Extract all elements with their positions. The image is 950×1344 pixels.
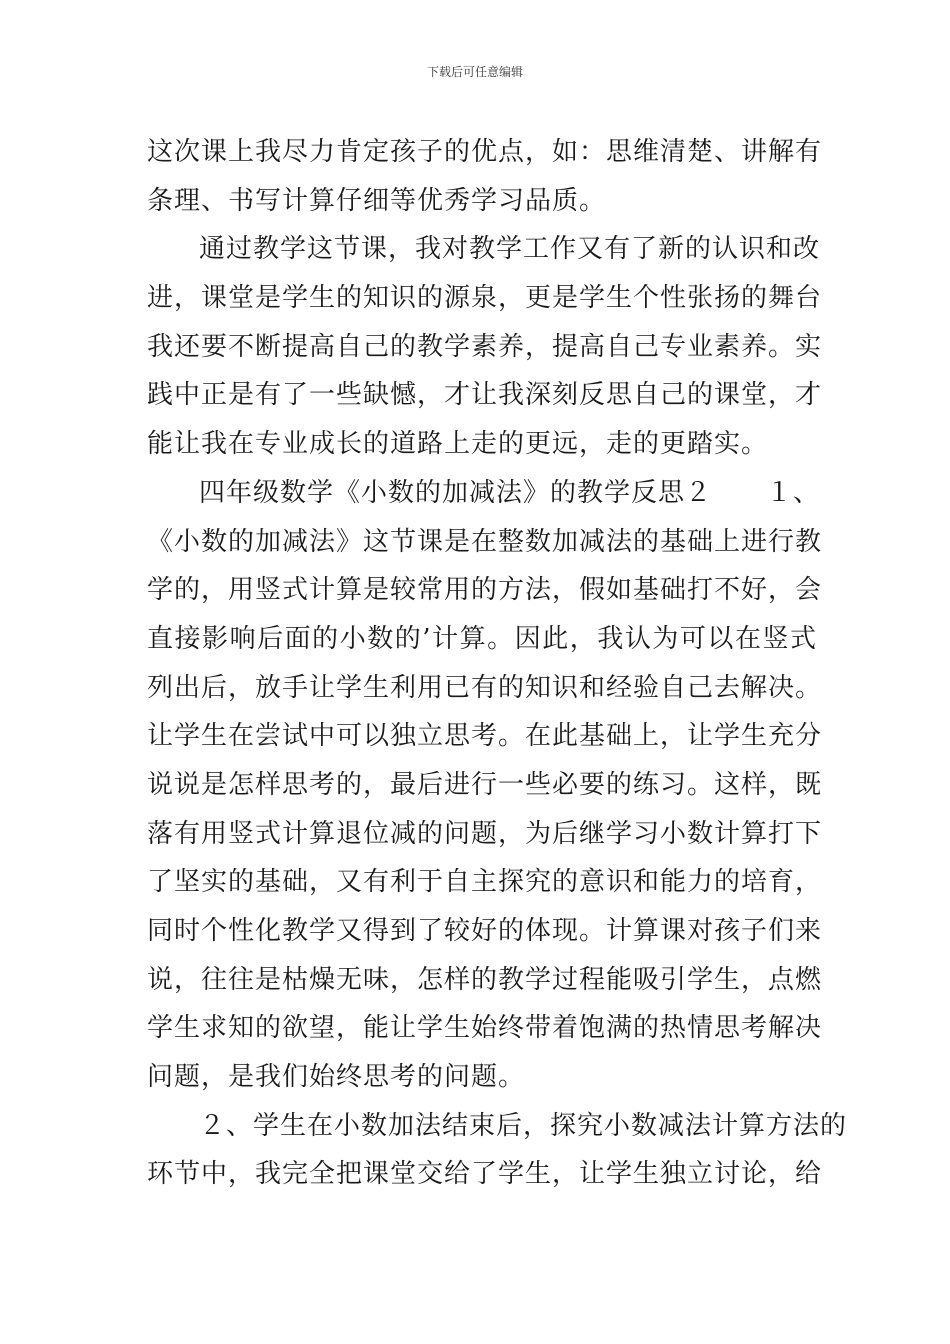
text-line: 《小数的加减法》这节课是在整数加减法的基础上进行教 [147, 526, 823, 557]
text-line: 说说是怎样思考的，最后进行一些必要的练习。这样，既 [147, 769, 823, 800]
text-line: 进，课堂是学生的知识的源泉，更是学生个性张扬的舞台 [147, 283, 823, 314]
page-header: 下载后可任意编辑 [426, 65, 523, 79]
text-line: 说，往往是枯燥无味，怎样的教学过程能吸引学生，点燃 [147, 964, 823, 995]
text-line: 了坚实的基础，又有利于自主探究的意识和能力的培育， [147, 867, 823, 898]
section-title-line: 四年级数学《小数的加减法》的教学反思２ １、 [199, 477, 821, 508]
text-line: 这次课上我尽力肯定孩子的优点，如：思维清楚、讲解有 [147, 137, 823, 167]
text-line: 我还要不断提高自己的教学素养，提高自己专业素养。实 [147, 331, 823, 362]
text-line: 环节中，我完全把课堂交给了学生，让学生独立讨论，给 [147, 1159, 823, 1190]
text-line: 学生求知的欲望，能让学生始终带着饱满的热情思考解决 [147, 1013, 823, 1044]
text-line: 能让我在专业成长的道路上走的更远，走的更踏实。 [147, 429, 769, 460]
text-line: 条理、书写计算仔细等优秀学习品质。 [147, 185, 607, 216]
text-line: 直接影响后面的小数的’计算。因此，我认为可以在竖式 [147, 623, 817, 654]
text-line: 同时个性化教学又得到了较好的体现。计算课对孩子们来 [147, 916, 823, 946]
text-line: 问题，是我们始终思考的问题。 [147, 1062, 526, 1093]
text-line: 学的，用竖式计算是较常用的方法，假如基础打不好，会 [147, 575, 823, 606]
text-line: 让学生在尝试中可以独立思考。在此基础上，让学生充分 [147, 721, 823, 752]
document-body [147, 128, 848, 1199]
text-line: 落有用竖式计算退位减的问题，为后继学习小数计算打下 [147, 818, 823, 849]
text-line: 通过教学这节课，我对教学工作又有了新的认识和改 [199, 234, 821, 265]
text-line: ２、学生在小数加法结束后，探究小数减法计算方法的 [199, 1110, 848, 1141]
text-line: 列出后，放手让学生利用已有的知识和经验自己去解决。 [147, 672, 823, 703]
text-line: 践中正是有了一些缺憾，才让我深刻反思自己的课堂，才 [147, 380, 823, 411]
